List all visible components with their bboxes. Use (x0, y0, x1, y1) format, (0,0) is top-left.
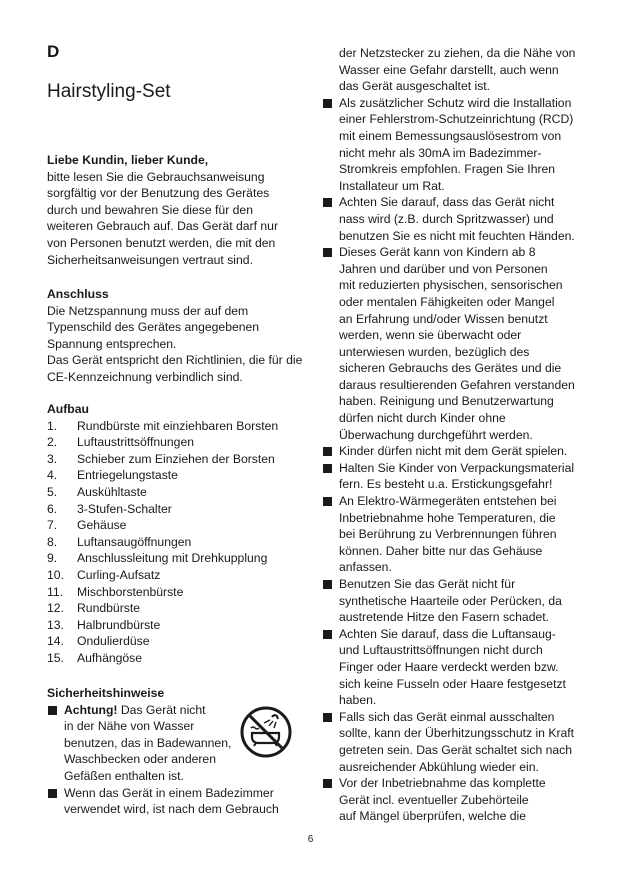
safety-line: Installateur um Rat. (339, 178, 445, 193)
list-item (322, 709, 578, 775)
safety-line: anfassen. (339, 560, 392, 575)
item-number: 2. (47, 435, 58, 450)
safety-line: daraus resultierenden Gefahren verstanden (339, 377, 575, 392)
item-label: Anschlussleitung mit Drehkupplung (77, 551, 268, 566)
item-number: 4. (47, 468, 58, 483)
list-item (47, 534, 309, 551)
bullet-square-icon (323, 779, 332, 788)
warning-line: Gefäßen enthalten ist. (64, 768, 184, 783)
safety-line: und Luftaustrittsöffnungen nicht durch (339, 643, 543, 658)
parts-list (47, 418, 309, 667)
list-item (47, 484, 309, 501)
safety-line: Achten Sie darauf, dass die Luftansaug- (339, 626, 556, 641)
page-number: 6 (307, 834, 314, 845)
intro-section (47, 152, 309, 268)
list-item (47, 467, 309, 484)
item-number: 3. (47, 451, 58, 466)
bullet-square-icon (48, 789, 57, 798)
warning-line: Waschbecken oder anderen (64, 752, 216, 767)
safety-line: mit einem Bemessungsauslösestrom von (339, 128, 562, 143)
right-column (322, 45, 578, 825)
item-label: Luftaustrittsöffnungen (77, 435, 194, 450)
bullet-square-icon (323, 198, 332, 207)
item-label: Aufhängöse (77, 650, 143, 665)
connection-line: Die Netzspannung muss der auf dem (47, 303, 249, 318)
safety-line: haben. Reinigung und Benutzerwartung (339, 394, 554, 409)
item-label: 3-Stufen-Schalter (77, 501, 172, 516)
item-number: 13. (47, 617, 64, 632)
item-number: 8. (47, 534, 58, 549)
safety-line: haben. (339, 693, 377, 708)
warning-label: Achtung! (64, 702, 118, 717)
safety-line: An Elektro-Wärmegeräten entstehen bei (339, 494, 557, 509)
bullet-square-icon (323, 248, 332, 257)
safety-line: getreten sein. Das Gerät schaltet sich nach (339, 742, 573, 757)
safety-line: an Erfahrung und/oder Wissen benutzt (339, 311, 548, 326)
safety-line: Kinder dürfen nicht mit dem Gerät spielen. (339, 444, 568, 459)
safety-line: unterwiesen wurden, bezüglich des (339, 344, 530, 359)
bathroom-line: Wasser eine Gefahr darstellt, auch wenn (339, 62, 559, 77)
item-label: Rundbürste (77, 601, 141, 616)
safety-line: ausreichender Abkühlung wieder ein. (339, 759, 539, 774)
safety-line: dürfen nicht durch Kinder ohne (339, 411, 506, 426)
item-number: 1. (47, 418, 58, 433)
bullet-square-icon (323, 464, 332, 473)
warning-text: Das Gerät nicht (117, 702, 206, 717)
language-code: D (47, 42, 60, 61)
safety-line: austretende Hitze den Fasern schadet. (339, 610, 550, 625)
warning-line: benutzen, das in Badewannen, (64, 735, 232, 750)
list-item (47, 418, 309, 435)
safety-line: auf Mängel überprüfen, welche die (339, 809, 526, 824)
safety-line: Finger oder Haare verdeckt werden bzw. (339, 659, 559, 674)
safety-line: können. Daher bitte nur das Gehäuse (339, 543, 543, 558)
bullet-square-icon (48, 706, 57, 715)
connection-line: Spannung entsprechen. (47, 336, 177, 351)
bathroom-line: Wenn das Gerät in einem Badezimmer (64, 785, 274, 800)
list-item (322, 460, 578, 493)
section-heading: Sicherheitshinweise (47, 686, 165, 700)
intro-line: durch und bewahren Sie diese für den (47, 202, 253, 217)
page-title: Hairstyling-Set (47, 81, 171, 102)
list-item (322, 626, 578, 709)
list-item (47, 517, 309, 534)
safety-line: Halten Sie Kinder von Verpackungsmaterial (339, 460, 575, 475)
bullet-square-icon (323, 580, 332, 589)
bathroom-line: der Netzstecker zu ziehen, da die Nähe von (339, 46, 576, 60)
safety-line: Als zusätzlicher Schutz wird die Installation (339, 95, 572, 110)
intro-line: sorgfältig vor der Benutzung des Gerätes (47, 186, 270, 201)
bathroom-line: verwendet wird, ist nach dem Gebrauch (64, 802, 279, 817)
item-number: 7. (47, 518, 58, 533)
item-label: Schieber zum Einziehen der Borsten (77, 451, 275, 466)
item-label: Rundbürste mit einziehbaren Borsten (77, 418, 279, 433)
connection-line: CE-Kennzeichnung verbindlich sind. (47, 369, 243, 384)
safety-line: werden, wenn sie überwacht oder (339, 328, 522, 343)
safety-line: Gerät incl. eventueller Zubehörteile (339, 792, 529, 807)
safety-line: sicheren Gebrauchs des Gerätes und die (339, 361, 562, 376)
intro-line: von Personen benutzt werden, die mit den (47, 235, 276, 250)
safety-line: mit reduzierten physischen, sensorischen (339, 278, 563, 293)
safety-line: nass wird (z.B. durch Spritzwasser) und (339, 211, 554, 226)
safety-line: Dieses Gerät kann von Kindern ab 8 (339, 245, 536, 260)
item-label: Ondulierdüse (77, 634, 150, 649)
item-number: 6. (47, 501, 58, 516)
safety-line: Achten Sie darauf, dass das Gerät nicht (339, 195, 555, 210)
safety-line: Inbetriebnahme hohe Temperaturen, die (339, 510, 556, 525)
item-label: Mischborstenbürste (77, 584, 184, 599)
item-label: Luftansaugöffnungen (77, 534, 192, 549)
safety-line: bei Berührung zu Verbrennungen führen (339, 527, 557, 542)
item-number: 14. (47, 634, 64, 649)
intro-line: bitte lesen Sie die Gebrauchsanweisung (47, 169, 265, 184)
list-item (47, 600, 309, 617)
intro-line: Sicherheitsanweisungen vertraut sind. (47, 252, 253, 267)
safety-line: Stromkreis empfohlen. Fragen Sie Ihren (339, 162, 556, 177)
item-label: Auskühltaste (77, 484, 147, 499)
safety-line: oder mentalen Fähigkeiten oder Mangel (339, 294, 555, 309)
safety-list-right (322, 95, 578, 825)
list-item (47, 617, 309, 634)
bathroom-continuation (322, 45, 578, 95)
safety-line: Falls sich das Gerät einmal ausschalten (339, 709, 555, 724)
list-item (47, 451, 309, 468)
safety-line: benutzen Sie es nicht mit feuchten Händen. (339, 228, 575, 243)
item-label: Entriegelungstaste (77, 468, 178, 483)
connection-section (47, 286, 309, 386)
item-number: 9. (47, 551, 58, 566)
list-item (47, 650, 309, 667)
item-number: 12. (47, 601, 64, 616)
safety-line: fern. Es besteht u.a. Erstickungsgefahr! (339, 477, 553, 492)
item-number: 15. (47, 650, 64, 665)
item-number: 10. (47, 567, 64, 582)
safety-line: nicht mehr als 30mA im Badezimmer- (339, 145, 542, 160)
bathroom-line: das Gerät ausgeschaltet ist. (339, 79, 491, 94)
list-item (47, 785, 309, 818)
bullet-square-icon (323, 497, 332, 506)
connection-line: Das Gerät entspricht den Richtlinien, die für die (47, 353, 303, 368)
item-number: 5. (47, 484, 58, 499)
list-item (322, 443, 578, 460)
section-heading: Aufbau (47, 402, 89, 416)
item-label: Halbrundbürste (77, 617, 161, 632)
safety-line: synthetische Haarteile oder Perücken, da (339, 593, 562, 608)
bullet-square-icon (323, 99, 332, 108)
list-item (322, 493, 578, 576)
list-item (322, 775, 578, 825)
bullet-square-icon (323, 713, 332, 722)
section-heading: Anschluss (47, 287, 109, 301)
list-item (47, 567, 309, 584)
safety-line: Vor der Inbetriebnahme das komplette (339, 776, 546, 791)
warning-line: in der Nähe von Wasser (64, 719, 195, 734)
bullet-square-icon (323, 630, 332, 639)
bullet-square-icon (323, 447, 332, 456)
list-item (322, 194, 578, 244)
item-number: 11. (47, 584, 64, 599)
list-item (47, 584, 309, 601)
list-item (322, 244, 578, 443)
intro-line: weiteren Gebrauch auf. Das Gerät darf nur (47, 219, 279, 234)
safety-line: einer Fehlerstrom-Schutzeinrichtung (RCD) (339, 112, 574, 127)
safety-line: Überwachung durchgeführt werden. (339, 427, 533, 442)
safety-line: Benutzen Sie das Gerät nicht für (339, 577, 516, 591)
item-label: Gehäuse (77, 518, 127, 533)
connection-line: Typenschild des Gerätes angegebenen (47, 320, 260, 335)
list-item (47, 633, 309, 650)
list-item (47, 550, 309, 567)
no-water-bathtub-icon (239, 705, 293, 759)
parts-section (47, 401, 309, 667)
list-item (47, 434, 309, 451)
safety-line: sollte, kann der Überhitzungsschutz in Kraft (339, 726, 575, 741)
item-label: Curling-Aufsatz (77, 567, 161, 582)
list-item (322, 95, 578, 195)
salutation: Liebe Kundin, lieber Kunde, (47, 153, 209, 167)
safety-line: Jahren und darüber und von Personen (339, 261, 548, 276)
safety-line: sich keine Fusseln oder Haare festgesetzt (339, 676, 566, 691)
list-item (322, 576, 578, 626)
list-item (47, 501, 309, 518)
